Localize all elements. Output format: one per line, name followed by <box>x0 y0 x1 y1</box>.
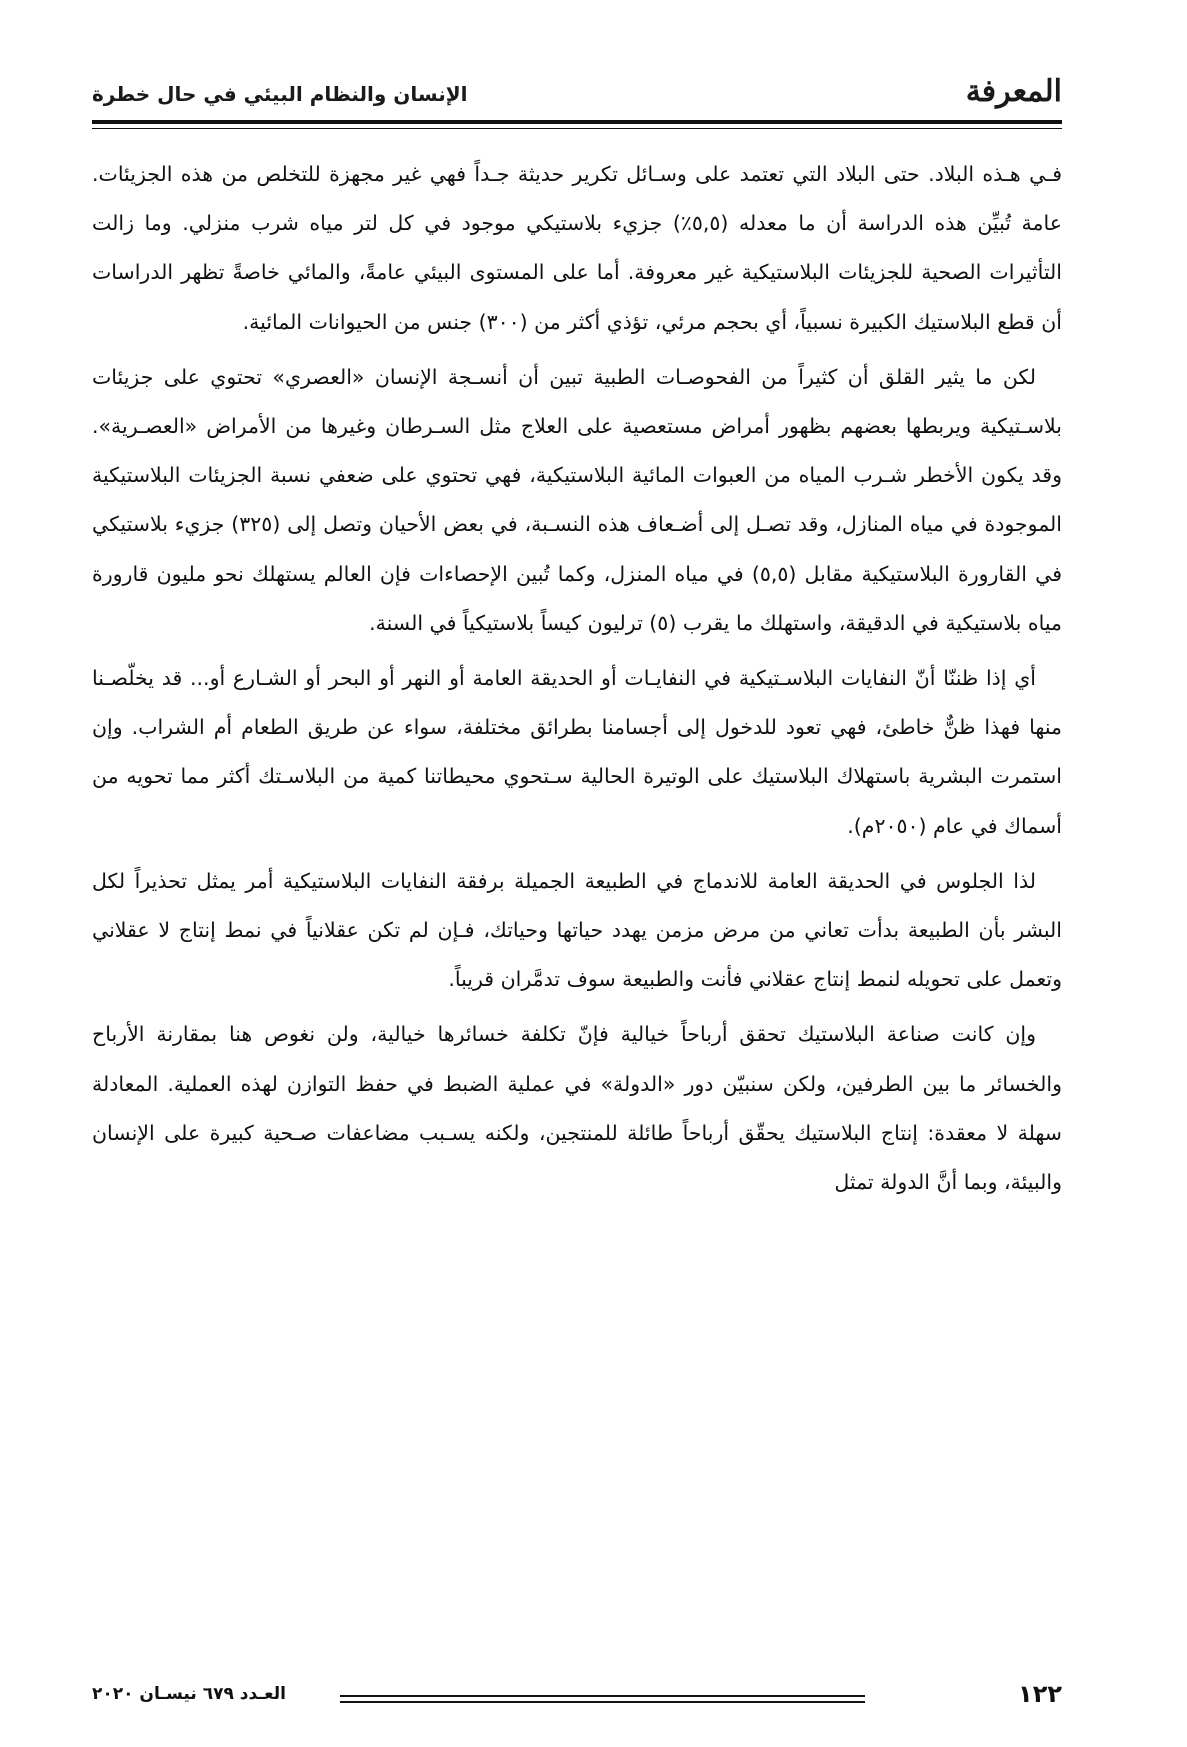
header-rule-thin <box>92 128 1062 129</box>
paragraph-4: لذا الجلوس في الحديقة العامة للاندماج في الطبيعة الجميلة برفقة النفايات البلاستيكية أمر يمثل تحذيراً لكل البشر بأن الطبيعة بدأت تعاني من مرض مزمن يهدد حياتها وحياتك، فـإن لم تكن عقلانياً في نمط إنتاج لا عقلاني وتعمل على تحويله لنمط إنتاج عقلاني فأنت والطبيعة سوف تدمَّران قريباً. <box>92 868 1062 992</box>
running-title: الإنسان والنظام البيئي في حال خطرة <box>92 82 468 106</box>
page-footer <box>92 1680 1062 1720</box>
header-rule-thick <box>92 120 1062 124</box>
paragraph-1: فـي هـذه البلاد. حتى البلاد التي تعتمد على وسـائل تكرير حديثة جـداً فهي غير مجهزة للتخلص من هذه الجزيئات. عامة تُبيِّن هذه الدراسة أن ما معدله (٥,٥٪) جزيء بلاستيكي موجود في كل لتر مياه شرب منزلي. وما زالت التأثيرات الصحية للجزيئات البلاستيكية غير معروفة. أما على المستوى البيئي عامةً، والمائي خاصةً تظهر الدراسات أن قطع البلاستيك الكبيرة نسبياً، أي بحجم مرئي، تؤذي أكثر من (٣٠٠) جنس من الحيوانات المائية. <box>92 162 1062 334</box>
magazine-logo: المعرفة <box>965 74 1062 109</box>
page-header <box>92 68 1062 118</box>
issue-info: العـدد ٦٧٩ نيسـان ٢٠٢٠ <box>92 1684 286 1704</box>
footer-rule-top <box>340 1695 865 1697</box>
paragraph-5: وإن كانت صناعة البلاستيك تحقق أرباحاً خيالية فإنّ تكلفة خسائرها خيالية، ولن نغوص هنا بمقارنة الأرباح والخسائر ما بين الطرفين، ولكن سنبيّن دور «الدولة» في عملية الضبط في حفظ التوازن لهذه العملية. المعادلة سهلة لا معقدة: إنتاج البلاستيك يحقّق أرباحاً طائلة للمنتجين، ولكنه يسـبب مضاعفات صـحية كبيرة على الإنسان والبيئة، وبما أنَّ الدولة تمثل <box>92 1022 1062 1195</box>
article-body <box>92 150 1062 1213</box>
page-number: ١٢٢ <box>1018 1680 1062 1708</box>
footer-rule-bottom <box>340 1701 865 1703</box>
paragraph-2: لكن ما يثير القلق أن كثيراً من الفحوصـات الطبية تبين أن أنسـجة الإنسان «العصري» تحتوي على جزيئات بلاسـتيكية ويربطها بعضهم بظهور أمراض مستعصية على العلاج مثل السـرطان وغيرها من الأمراض «العصـرية». وقد يكون الأخطر شـرب المياه من العبوات المائية البلاستيكية، فهي تحتوي على ضعفي نسبة الجزيئات البلاستيكية الموجودة في مياه المنازل، وقد تصـل إلى أضـعاف هذه النسـبة، في بعض الأحيان وتصل إلى (٣٢٥) جزيء بلاستيكي في القارورة البلاستيكية مقابل (٥,٥) في مياه المنزل، وكما تُبين الإحصاءات فإن العالم يستهلك نحو مليون قارورة مياه بلاستيكية في الدقيقة، واستهلك ما يقرب (٥) ترليون كيساً بلاستيكياً في السنة. <box>92 364 1062 635</box>
paragraph-3: أي إذا ظننّا أنّ النفايات البلاسـتيكية في النفايـات أو الحديقة العامة أو النهر أو البحر أو الشـارع أو... قد يخلّصـنا منها فهذا ظنٌّ خاطئ، فهي تعود للدخول إلى أجسامنا بطرائق مختلفة، سواء عن طريق الطعام أم الشراب. وإن استمرت البشرية باستهلاك البلاستيك على الوتيرة الحالية سـتحوي محيطاتنا كمية من البلاسـتك أكثر مما تحويه من أسماك في عام (٢٠٥٠م). <box>92 666 1062 838</box>
